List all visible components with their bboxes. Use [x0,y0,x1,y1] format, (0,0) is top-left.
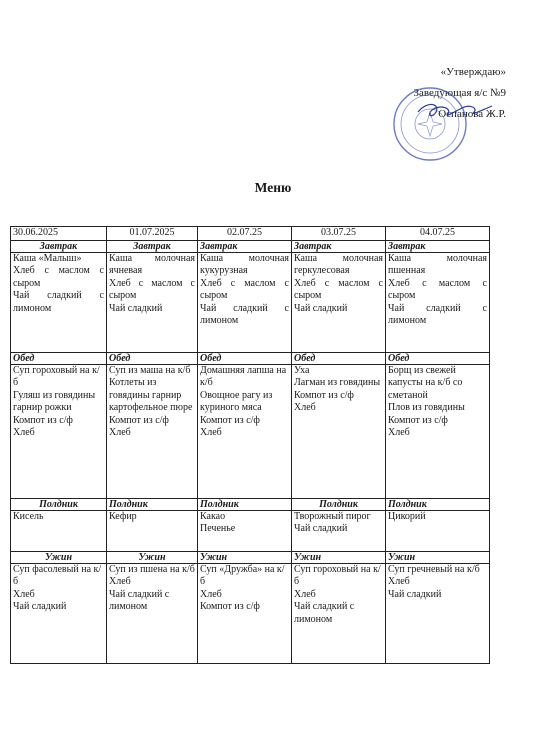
dish: Хлеб [388,427,410,438]
dish: Цикорий [388,510,426,522]
menu-cell [107,563,198,663]
menu-cell [11,364,107,498]
meal-label: Полдник [198,498,292,510]
dish: Хлеб с маслом с сыром [388,277,487,301]
menu-cell [198,510,292,551]
dish: Чай сладкий [109,302,163,314]
menu-cell [292,563,386,663]
date-cell: 01.07.2025 [107,227,198,241]
dish: Хлеб [109,427,131,438]
dinner-header-row [11,551,490,563]
breakfast-header-row [11,240,490,252]
dish: Каша молочная кукурузная [200,252,289,276]
meal-label: Полдник [292,498,386,510]
dish: Борщ из свежей капусты на к/б со сметаной [388,364,463,401]
menu-cell [198,563,292,663]
dish: Каша молочная пшенная [388,252,487,276]
seal-stamp-icon [378,82,496,162]
dish: Суп гречневый на к/б [388,563,480,575]
meal-label: Полдник [107,498,198,510]
menu-cell [11,510,107,551]
dish: Чай сладкий с лимоном [200,302,289,326]
meal-label: Обед [11,352,107,364]
dish: Чай сладкий [13,601,67,612]
dates-row [11,227,490,241]
dish: Суп гороховый на к/б [13,364,100,388]
meal-label: Завтрак [11,240,107,252]
dish: Гуляш из говядины гарнир рожки [13,389,96,413]
page-title: Меню [254,180,292,195]
menu-cell [107,252,198,352]
dish: Чай сладкий [388,588,442,600]
meal-label: Завтрак [198,240,292,252]
menu-cell [292,510,386,551]
dish: Хлеб [200,427,222,438]
date-cell: 03.07.25 [292,227,386,241]
meal-label: Обед [107,352,198,364]
lunch-row [11,364,490,498]
menu-cell [292,364,386,498]
dish: Кисель [13,510,44,522]
menu-cell [198,252,292,352]
dinner-row [11,563,490,663]
menu-cell [11,252,107,352]
dish: Хлеб с маслом с сыром [200,277,289,301]
meal-label: Ужин [386,551,490,563]
dish: Лагман из говядины [294,377,381,388]
dish: Компот из с/ф [13,414,73,426]
dish: Кефир [109,510,137,522]
meal-label: Обед [292,352,386,364]
dish: Хлеб [13,588,35,600]
dish: Компот из с/ф [388,414,448,426]
dish: Суп «Дружба» на к/б [200,563,285,587]
meal-label: Завтрак [292,240,386,252]
dish: Уха [294,364,310,376]
dish: Хлеб с маслом с сыром [13,265,104,289]
menu-cell [386,364,490,498]
menu-cell [292,252,386,352]
dish: Чай сладкий с лимоном [294,601,355,625]
menu-cell [11,563,107,663]
dish: Котлеты из говядины гарнир картофельное пюре [109,377,193,413]
dish: Хлеб с маслом с сыром [294,277,383,301]
menu-cell [386,563,490,663]
date-cell: 04.07.25 [386,227,490,241]
dish: Каша молочная ячневая [109,252,195,276]
dish: Чай сладкий [294,302,348,314]
menu-cell [386,510,490,551]
dish: Каша «Малыш» [13,252,82,264]
meal-label: Полдник [386,498,490,510]
dish: Каша молочная геркулесовая [294,252,383,276]
dish: Какао [200,510,226,522]
dish: Чай сладкий с лимоном [388,302,487,326]
approval-position: Заведующая я/с №9 [413,87,506,99]
dish: Хлеб [109,576,131,587]
dish: Чай сладкий [294,523,348,534]
dish: Хлеб [294,402,316,413]
dish: Хлеб с маслом с сыром [109,277,195,301]
lunch-header-row [11,352,490,364]
meal-label: Ужин [11,551,107,563]
snack-row [11,510,490,551]
meal-label: Обед [198,352,292,364]
dish: Хлеб [294,588,316,600]
dish: Хлеб [200,588,222,600]
dish: Суп фасолевый на к/б [13,563,102,587]
menu-cell [107,364,198,498]
dish: Хлеб [388,576,410,587]
date-cell: 02.07.25 [198,227,292,241]
menu-cell [198,364,292,498]
meal-label: Ужин [107,551,198,563]
dish: Компот из с/ф [200,414,260,426]
dish: Овощное рагу из куриного мяса [200,389,273,413]
dish: Плов из говядины [388,402,465,413]
meal-label: Ужин [292,551,386,563]
meal-label: Завтрак [386,240,490,252]
breakfast-row [11,252,490,352]
menu-table [10,226,490,664]
dish: Суп гороховый на к/б [294,563,381,587]
dish: Чай сладкий с лимоном [13,290,104,314]
meal-label: Завтрак [107,240,198,252]
menu-cell [107,510,198,551]
dish: Домашняя лапша на к/б [200,364,287,388]
dish: Чай сладкий с лимоном [109,588,170,612]
snack-header-row [11,498,490,510]
meal-label: Ужин [198,551,292,563]
dish: Хлеб [13,427,35,438]
dish: Творожный пирог [294,510,371,522]
dish: Суп из маша на к/б [109,364,191,376]
dish: Суп из пшена на к/б [109,563,195,575]
meal-label: Полдник [11,498,107,510]
dish: Компот из с/ф [294,389,354,401]
dish: Печенье [200,523,236,534]
meal-label: Обед [386,352,490,364]
date-cell: 30.06.2025 [11,227,107,241]
approval-signer: Оспанова Ж.Р. [438,108,506,120]
menu-cell [386,252,490,352]
dish: Компот из с/ф [109,414,169,426]
approval-heading: «Утверждаю» [440,66,506,78]
dish: Компот из с/ф [200,601,260,612]
